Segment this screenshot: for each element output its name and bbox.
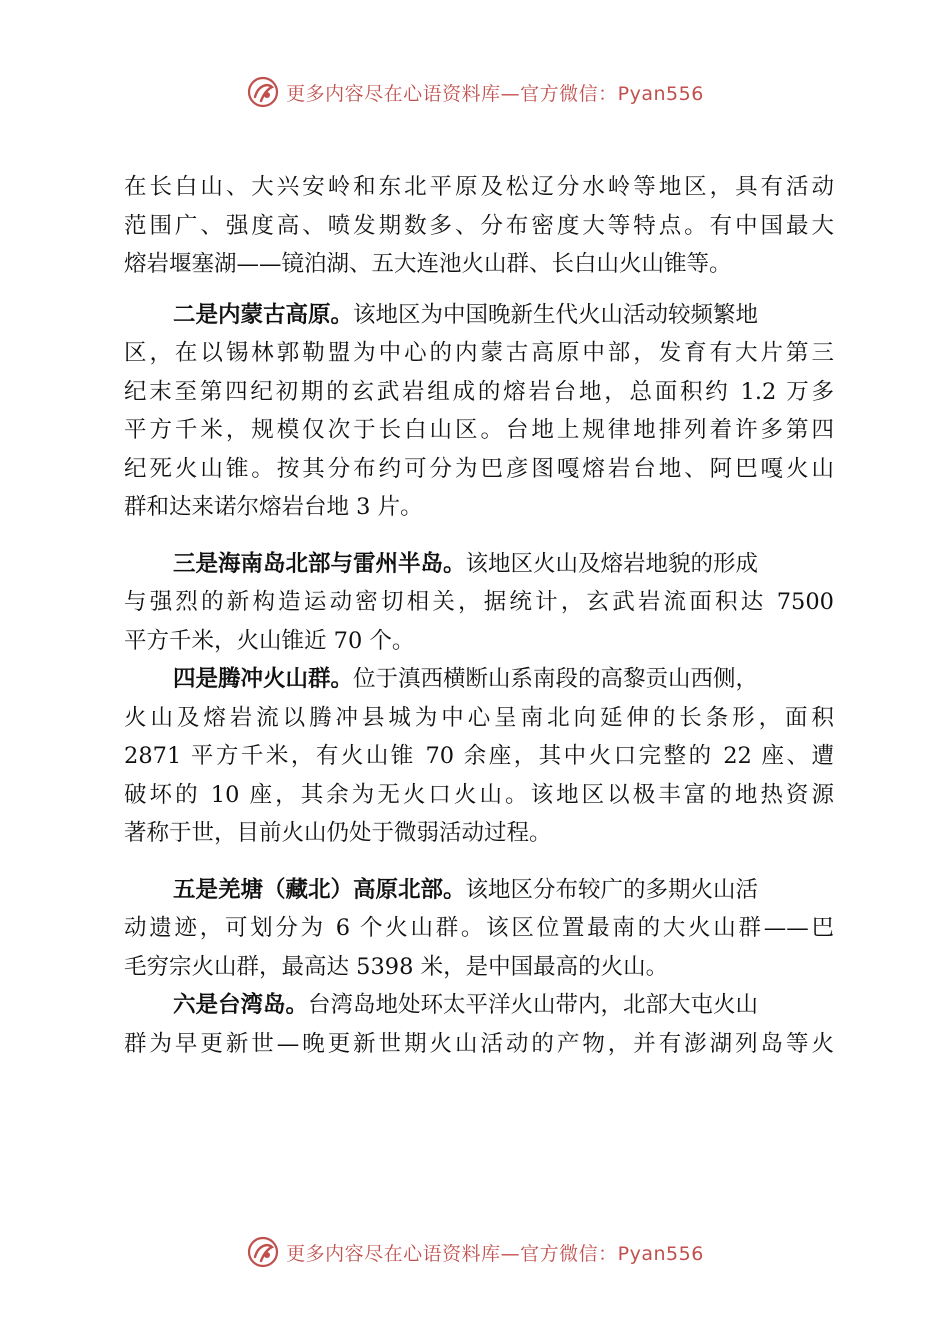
text-line xyxy=(124,296,834,335)
text-line: 平方千米，规模仅次于长白山区。台地上规律地排列着许多第四 xyxy=(124,417,834,443)
text-line: 毛穷宗火山群，最高达 5398 米，是中国最高的火山。 xyxy=(124,953,669,980)
text-line: 动遗迹，可划分为 6 个火山群。该区位置最南的大火山群——巴 xyxy=(124,915,834,941)
paragraph-heading: 三是海南岛北部与雷州半岛。 xyxy=(173,550,466,577)
text-line xyxy=(124,545,834,584)
paragraph-4 xyxy=(124,660,834,853)
paragraph-1 xyxy=(124,168,834,284)
paragraph-heading: 四是腾冲火山群。 xyxy=(173,666,354,692)
text-line xyxy=(124,986,834,1025)
text-line: 区，在以锡林郭勒盟为中心的内蒙古高原中部，发育有大片第三 xyxy=(124,340,834,366)
text-line: 纪末至第四纪初期的玄武岩组成的熔岩台地，总面积约 1.2 万多 xyxy=(124,378,834,405)
paragraph-3 xyxy=(124,545,834,661)
line-text: 该地区为中国晚新生代火山活动较频繁地 xyxy=(353,301,759,328)
text-line: 群为早更新世—晚更新世期火山活动的产物，并有澎湖列岛等火 xyxy=(124,1030,834,1057)
header-banner xyxy=(0,72,950,112)
text-line xyxy=(124,660,834,699)
text-line: 火山及熔岩流以腾冲县城为中心呈南北向延伸的长条形，面积 xyxy=(124,704,834,731)
line-text: 该地区分布较广的多期火山活 xyxy=(465,876,759,903)
banner-text: 更多内容尽在心语资料库—官方微信：Pyan556 xyxy=(286,82,704,105)
document-body xyxy=(124,168,834,1063)
paragraph-heading: 六是台湾岛。 xyxy=(173,992,309,1018)
logo-icon xyxy=(246,1235,280,1269)
logo-icon xyxy=(246,75,280,109)
text-line xyxy=(124,871,834,910)
text-line: 在长白山、大兴安岭和东北平原及松辽分水岭等地区，具有活动 xyxy=(124,174,834,200)
text-line: 熔岩堰塞湖——镜泊湖、五大连池火山群、长白山火山锥等。 xyxy=(124,251,732,277)
text-line: 平方千米，火山锥近 70 个。 xyxy=(124,627,415,654)
text-line: 破坏的 10 座，其余为无火口火山。该地区以极丰富的地热资源 xyxy=(124,781,834,808)
line-text: 位于滇西横断山系南段的高黎贡山西侧， xyxy=(353,666,759,692)
text-line: 2871 平方千米，有火山锥 70 余座，其中火口完整的 22 座、遭 xyxy=(124,743,834,769)
paragraph-heading: 二是内蒙古高原。 xyxy=(173,301,354,328)
text-line: 范围广、强度高、喷发期数多、分布密度大等特点。有中国最大 xyxy=(124,212,834,239)
paragraph-5 xyxy=(124,871,834,987)
text-line: 纪死火山锥。按其分布约可分为巴彦图嘎熔岩台地、阿巴嘎火山 xyxy=(124,455,834,482)
banner-text: 更多内容尽在心语资料库—官方微信：Pyan556 xyxy=(286,1242,704,1265)
paragraph-2 xyxy=(124,296,834,527)
text-line: 与强烈的新构造运动密切相关，据统计，玄武岩流面积达 7500 xyxy=(124,589,834,615)
line-text: 台湾岛地处环太平洋火山带内，北部大屯火山 xyxy=(308,992,759,1018)
paragraph-heading: 五是羌塘（藏北）高原北部。 xyxy=(173,876,466,903)
text-line: 著称于世，目前火山仍处于微弱活动过程。 xyxy=(124,820,552,846)
line-text: 该地区火山及熔岩地貌的形成 xyxy=(465,550,759,577)
paragraph-6 xyxy=(124,986,834,1063)
text-line: 群和达来诺尔熔岩台地 3 片。 xyxy=(124,494,423,520)
footer-banner xyxy=(0,1232,950,1272)
